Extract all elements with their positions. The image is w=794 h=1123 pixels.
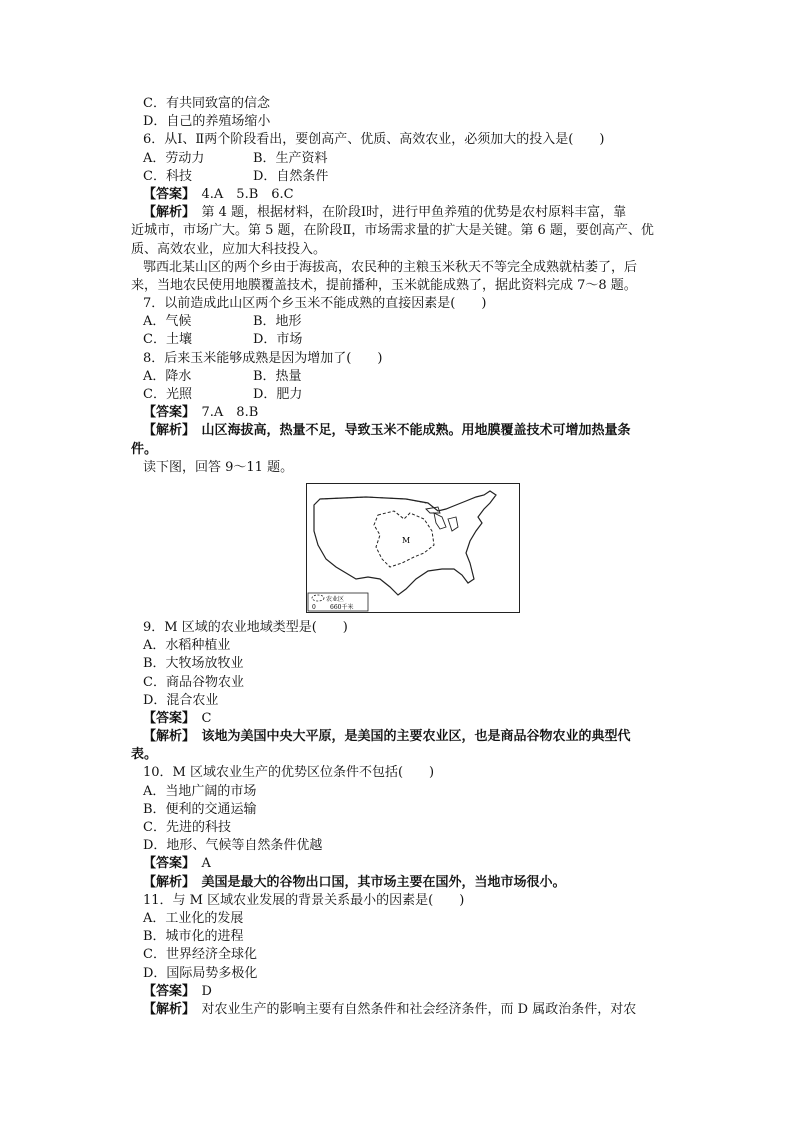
answer-9 <box>143 710 683 728</box>
q8-stem: 8．后来玉米能够成熟是因为增加了( ) <box>143 350 383 366</box>
analysis-text: 第 4 题，根据材料，在阶段Ⅰ时，进行甲鱼养殖的优势是农村原料丰富，靠 <box>188 205 627 221</box>
scale-zero: 0 <box>312 603 316 611</box>
analysis-7-8-line2: 件。 <box>131 441 158 457</box>
q11-stem: 11．与 M 区域农业发展的背景关系最小的因素是( ) <box>143 892 465 908</box>
analysis-4-6-line2: 近城市，市场广大。第 5 题，在阶段Ⅱ，市场需求量的扩大是关键。第 6 题，要创高产、优 <box>131 223 654 239</box>
q10-option-a: A．当地广阔的市场 <box>143 783 257 799</box>
analysis-7-8-line1 <box>143 422 683 440</box>
analysis-4-6-line3: 质、高效农业，应加大科技投入。 <box>131 241 327 257</box>
q6-option-a: A．劳动力 <box>143 150 205 166</box>
q11-option-b: B．城市化的进程 <box>143 929 244 945</box>
q11-option-d: D．国际局势多极化 <box>143 965 258 981</box>
q7-option-d: D．市场 <box>253 332 303 348</box>
q5-option-d: D．自己的养殖场缩小 <box>143 114 271 130</box>
answer-11 <box>143 983 683 1001</box>
q8-option-a: A．降水 <box>143 368 192 384</box>
analysis-9-line1 <box>143 728 683 746</box>
q10-option-b: B．便利的交通运输 <box>143 801 257 817</box>
analysis-9-line2: 表。 <box>131 747 158 763</box>
q8-option-b: B．热量 <box>253 368 302 384</box>
analysis-text: 山区海拔高，热量不足，导致玉米不能成熟。用地膜覆盖技术可增加热量条 <box>188 423 631 439</box>
q6-stem: 6．从Ⅰ、Ⅱ两个阶段看出，要创高产、优质、高效农业，必须加大的投入是( ) <box>143 132 605 148</box>
q6-option-c: C．科技 <box>143 168 192 184</box>
passage-line1: 鄂西北某山区的两个乡由于海拔高，农民种的主粮玉米秋天不等完全成熟就枯萎了，后 <box>143 259 638 275</box>
analysis-tag: 【解析】 <box>143 729 189 745</box>
scale-label: 660千米 <box>330 603 354 611</box>
q5-option-c: C．有共同致富的信念 <box>143 96 270 111</box>
analysis-tag: 【解析】 <box>143 205 189 221</box>
q7-option-a: A．气候 <box>143 314 192 330</box>
q9-stem: 9．M 区域的农业地域类型是( ) <box>143 619 348 635</box>
q7-options-cd <box>143 331 683 349</box>
analysis-tag: 【解析】 <box>143 423 189 439</box>
answer-text: D <box>188 983 212 999</box>
analysis-text: 美国是最大的谷物出口国，其市场主要在国外，当地市场很小。 <box>188 874 566 890</box>
q8-options-cd <box>143 386 683 404</box>
q11-option-a: A．工业化的发展 <box>143 910 244 926</box>
q10-option-d: D．地形、气候等自然条件优越 <box>143 838 323 854</box>
q9-option-d: D．混合农业 <box>143 692 219 708</box>
q9-option-b: B．大牧场放牧业 <box>143 656 244 672</box>
q8-option-d: D．肥力 <box>253 387 303 402</box>
q7-stem: 7．以前造成此山区两个乡玉米不能成熟的直接因素是( ) <box>143 296 487 312</box>
answer-tag: 【答案】 <box>143 710 189 726</box>
answer-tag: 【答案】 <box>143 186 189 202</box>
read-map-instruction: 读下图，回答 9～11 题。 <box>143 459 294 475</box>
answer-tag: 【答案】 <box>143 856 189 872</box>
q6-options-ab <box>143 150 683 168</box>
answer-text: 4.A 5.B 6.C <box>188 186 294 202</box>
usa-map <box>306 483 520 613</box>
q9-option-c: C．商品谷物农业 <box>143 674 244 690</box>
q6-option-b: B．生产资料 <box>253 150 328 166</box>
analysis-text: 对农业生产的影响主要有自然条件和社会经济条件，而 D 属政治条件，对农 <box>188 1001 637 1017</box>
legend-label: 农业区 <box>326 595 345 603</box>
document-body <box>131 95 683 1019</box>
q7-options-ab <box>143 313 683 331</box>
analysis-11-line1 <box>143 1001 683 1019</box>
answer-text: 7.A 8.B <box>188 405 259 421</box>
region-m-label: M <box>402 535 411 545</box>
q10-stem: 10．M 区域农业生产的优势区位条件不包括( ) <box>143 765 435 781</box>
answer-4-6 <box>143 186 683 204</box>
q8-options-ab <box>143 368 683 386</box>
analysis-tag: 【解析】 <box>143 1001 189 1017</box>
q7-option-b: B．地形 <box>253 314 302 330</box>
answer-text: A <box>188 856 211 872</box>
usa-map-figure <box>306 483 520 613</box>
q8-option-c: C．光照 <box>143 387 192 402</box>
answer-tag: 【答案】 <box>143 983 189 999</box>
analysis-text: 该地为美国中央大平原，是美国的主要农业区，也是商品谷物农业的典型代 <box>188 729 631 745</box>
passage-line2: 来，当地农民使用地膜覆盖技术，提前播种，玉米就能成熟了，据此资料完成 7～8 题。 <box>131 277 637 293</box>
answer-7-8 <box>143 404 683 422</box>
analysis-4-6-line1 <box>143 204 683 222</box>
q6-options-cd <box>143 168 683 186</box>
q6-option-d: D．自然条件 <box>253 168 329 184</box>
q10-option-c: C．先进的科技 <box>143 820 231 835</box>
q7-option-c: C．土壤 <box>143 332 192 348</box>
q11-option-c: C．世界经济全球化 <box>143 947 257 963</box>
q9-option-a: A．水稻种植业 <box>143 638 231 654</box>
answer-tag: 【答案】 <box>143 405 189 421</box>
analysis-tag: 【解析】 <box>143 874 189 890</box>
answer-10 <box>143 855 683 873</box>
answer-text: C <box>188 710 212 726</box>
analysis-10-line1 <box>143 874 683 892</box>
